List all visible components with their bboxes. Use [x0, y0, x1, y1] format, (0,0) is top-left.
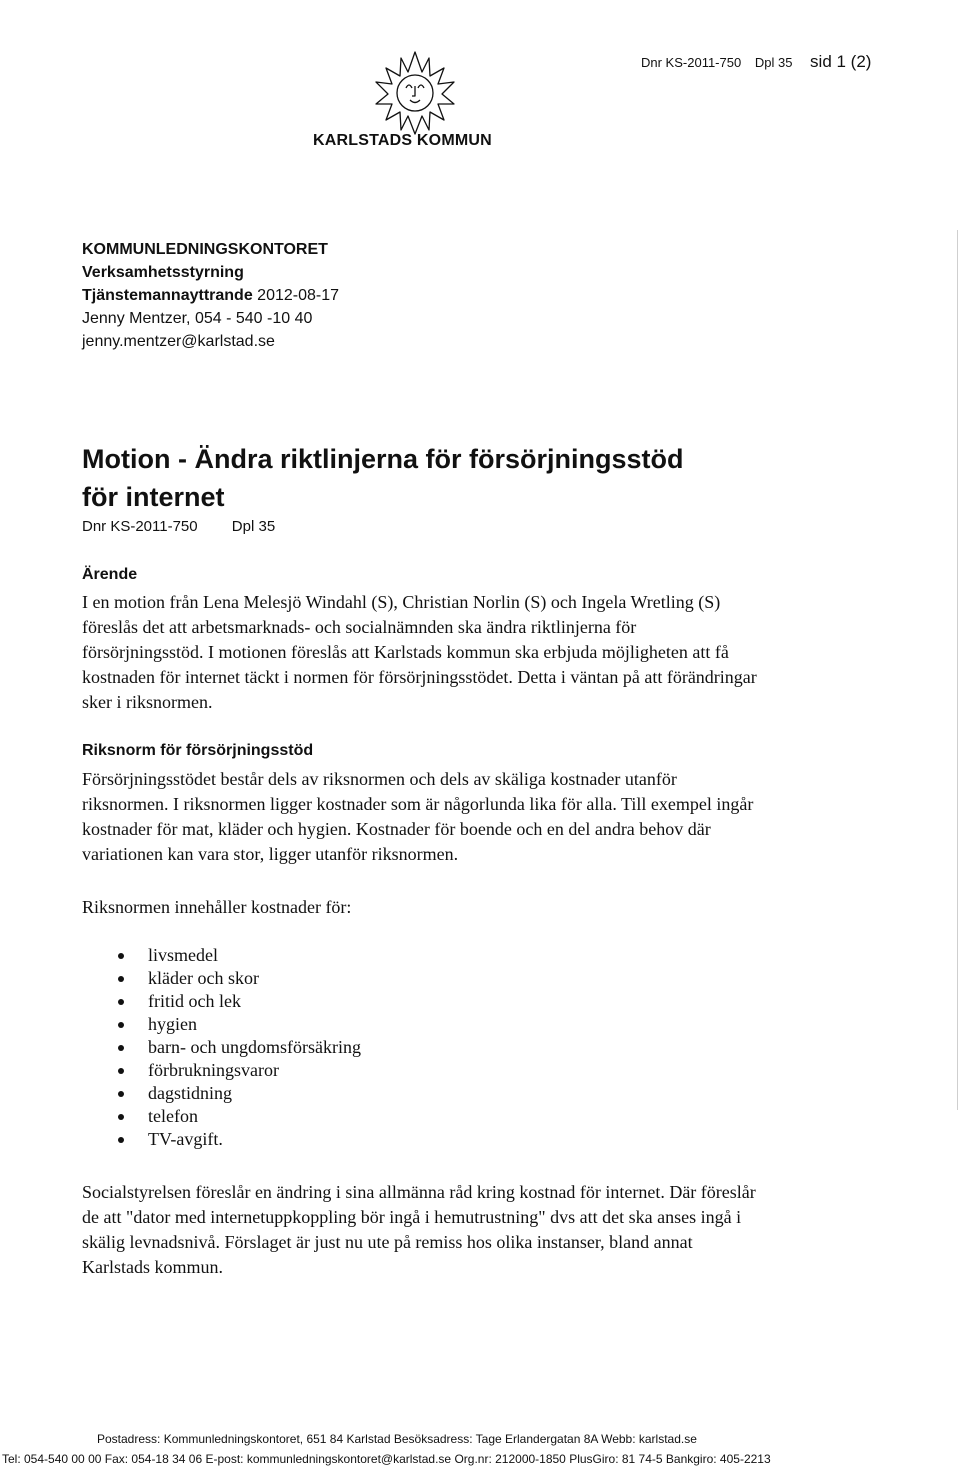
- scan-edge-line: [957, 230, 958, 1110]
- riksnorm-list: [118, 944, 361, 1151]
- list-item-text: dagstidning: [148, 1083, 232, 1103]
- list-item: [118, 944, 361, 967]
- list-item-text: TV-avgift.: [148, 1129, 223, 1149]
- list-item-text: kläder och skor: [148, 968, 259, 988]
- karlstad-sun-logo-icon: [370, 48, 460, 138]
- list-item: [118, 1059, 361, 1082]
- footer-address: Postadress: Kommunledningskontoret, 651 84 Karlstad Besöksadress: Tage Erlandergatan 8A Webb: karlstad.se: [97, 1432, 697, 1446]
- sender-contact: Jenny Mentzer, 054 - 540 -10 40: [82, 310, 313, 327]
- document-reference-header: [641, 52, 871, 72]
- list-item: [118, 1082, 361, 1105]
- list-item: [118, 967, 361, 990]
- list-item: [118, 1036, 361, 1059]
- title-line-1: Motion - Ändra riktlinjerna för försörjningsstöd: [82, 444, 684, 474]
- arende-heading: Ärende: [82, 566, 138, 583]
- sender-block: [82, 238, 339, 353]
- bullet-icon: [118, 999, 124, 1005]
- bullet-icon: [118, 1114, 124, 1120]
- riksnorm-heading: Riksnorm för försörjningsstöd: [82, 742, 314, 759]
- list-item: [118, 1128, 361, 1151]
- list-item: [118, 1105, 361, 1128]
- organization-name: KARLSTADS KOMMUN: [313, 132, 492, 149]
- list-item-text: fritid och lek: [148, 991, 241, 1011]
- header-dpl: Dpl 35: [754, 55, 793, 70]
- sender-role-line: [82, 284, 339, 307]
- bullet-icon: [118, 1137, 124, 1143]
- list-item-text: livsmedel: [148, 945, 218, 965]
- list-item: [118, 1013, 361, 1036]
- reference-line: [82, 518, 275, 535]
- bullet-icon: [118, 1045, 124, 1051]
- bullet-icon: [118, 1022, 124, 1028]
- footer-contact: Tel: 054-540 00 00 Fax: 054-18 34 06 E-post: kommunledningskontoret@karlstad.se Org.nr: 212000-1850 PlusGiro: 81 74-5 Bankgiro: 405-2213: [2, 1452, 771, 1466]
- riksnorm-paragraph: Försörjningsstödet består dels av riksnormen och dels av skäliga kostnader utanför riksnormen. I riksnormen ligger kostnader som är någorlunda lika för alla. Till exempel ingår kostnader för mat, kläder och hygien. Kostnader för boende och en del andra behov där variationen kan vara stor, ligger utanför riksnormen.: [82, 769, 754, 864]
- header-dnr: Dnr KS-2011-750: [641, 55, 742, 70]
- bullet-icon: [118, 953, 124, 959]
- ref-dpl: Dpl 35: [231, 518, 276, 535]
- sender-role: Tjänstemannayttrande: [82, 287, 253, 304]
- list-item-text: förbrukningsvaror: [148, 1060, 279, 1080]
- arende-paragraph: I en motion från Lena Melesjö Windahl (S), Christian Norlin (S) och Ingela Wretling (S) föreslås det att arbetsmarknads- och socialnämnden ska ändra riktlinjerna för försörjningsstöd. I motionen föreslås att Karlstads kommun ska erbjuda möjligheten att få kostnaden för internet täckt i normen för försörjningsstödet. Detta i väntan på att förändringar sker i riksnormen.: [82, 592, 757, 712]
- list-item-text: barn- och ungdomsförsäkring: [148, 1037, 361, 1057]
- page-number: sid 1 (2): [810, 52, 872, 71]
- sender-office: KOMMUNLEDNINGSKONTORET: [82, 241, 328, 258]
- ref-dnr: Dnr KS-2011-750: [82, 518, 198, 535]
- sender-unit: Verksamhetsstyrning: [82, 264, 244, 281]
- list-item-text: telefon: [148, 1106, 198, 1126]
- sender-email: jenny.mentzer@karlstad.se: [82, 333, 275, 350]
- sender-date: 2012-08-17: [257, 287, 340, 304]
- document-title: [82, 440, 862, 516]
- list-item: [118, 990, 361, 1013]
- riksnorm-intro: Riksnormen innehåller kostnader för:: [82, 897, 352, 917]
- title-line-2: för internet: [82, 482, 225, 512]
- bullet-icon: [118, 976, 124, 982]
- socialstyrelsen-paragraph: Socialstyrelsen föreslår en ändring i sina allmänna råd kring kostnad för internet. Där föreslår de att "dator med internetuppkoppling bör ingå i hemutrustning" dvs att det ska anses ingå i skälig levnadsnivå. Förslaget är just nu ute på remiss hos olika instanser, bland annat Karlstads kommun.: [82, 1182, 756, 1277]
- list-item-text: hygien: [148, 1014, 197, 1034]
- bullet-icon: [118, 1068, 124, 1074]
- bullet-icon: [118, 1091, 124, 1097]
